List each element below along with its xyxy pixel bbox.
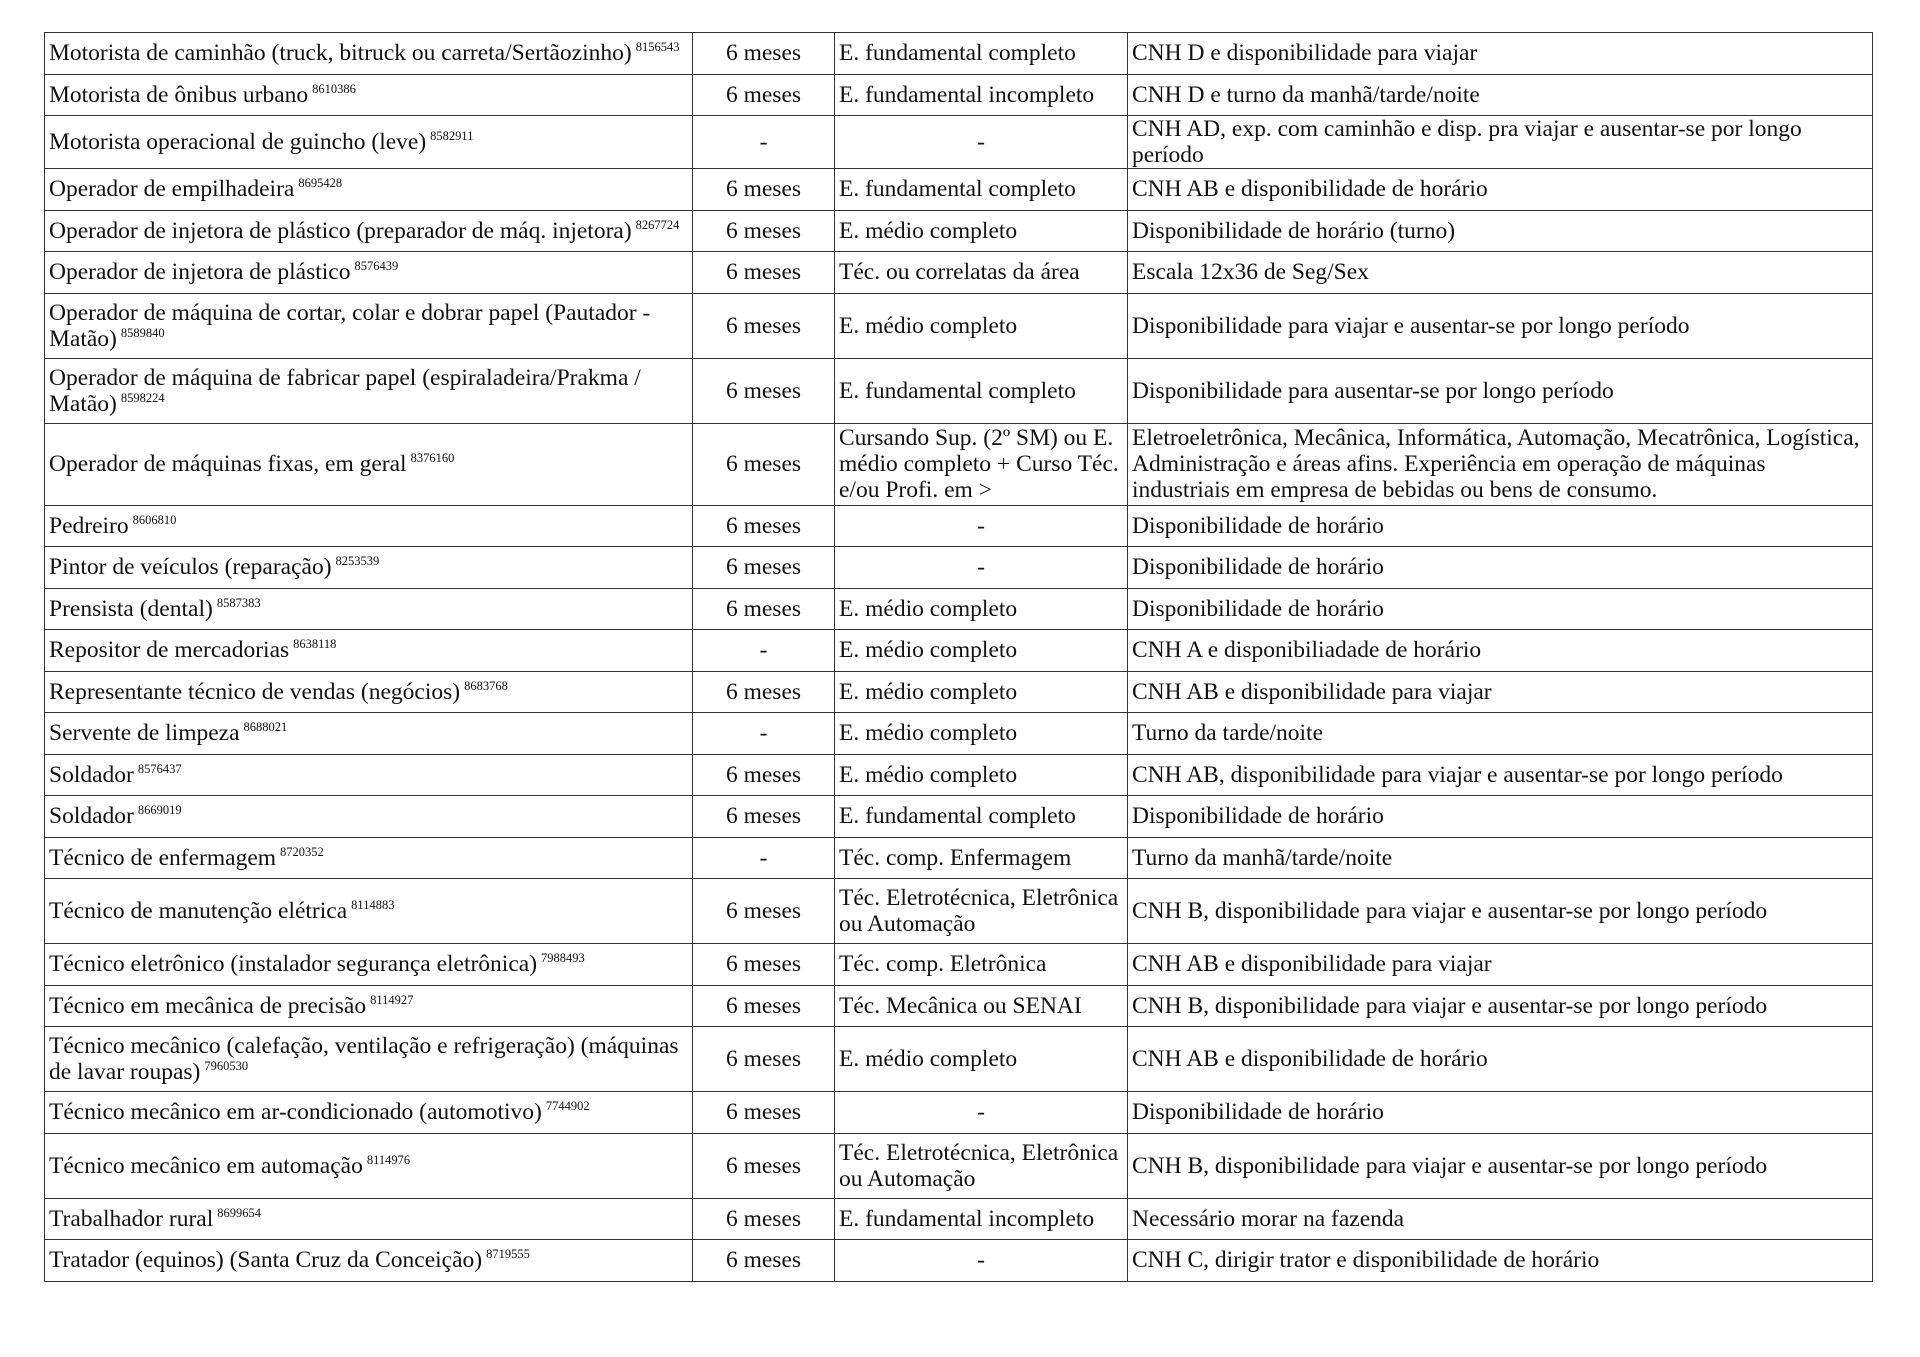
- requirements-cell: Turno da tarde/noite: [1128, 713, 1873, 755]
- requirements-cell: CNH AB, disponibilidade para viajar e ausentar-se por longo período: [1128, 754, 1873, 796]
- requirements-cell: CNH B, disponibilidade para viajar e ausentar-se por longo período: [1128, 985, 1873, 1027]
- job-title-cell: [45, 358, 693, 423]
- job-title: Motorista de caminhão (truck, bitruck ou carreta/Sertãozinho): [49, 40, 632, 67]
- experience-cell: -: [693, 116, 835, 169]
- requirements-cell: CNH AB e disponibilidade de horário: [1128, 169, 1873, 211]
- job-code: 8598224: [120, 390, 165, 405]
- requirements-cell: Escala 12x36 de Seg/Sex: [1128, 252, 1873, 294]
- requirements-cell: Disponibilidade para ausentar-se por longo período: [1128, 358, 1873, 423]
- experience-cell: 6 meses: [693, 1133, 835, 1198]
- education-cell: E. médio completo: [835, 630, 1128, 672]
- job-title: Técnico mecânico em ar-condicionado (automotivo): [49, 1099, 542, 1126]
- job-openings-table: [44, 32, 1873, 1282]
- job-title: Trabalhador rural: [49, 1205, 214, 1232]
- job-title-cell: [45, 169, 693, 211]
- job-code: 8719555: [486, 1247, 530, 1262]
- table-row: [45, 74, 1873, 116]
- job-title: Operador de máquinas fixas, em geral: [49, 451, 407, 477]
- job-code: 8669019: [137, 803, 182, 818]
- job-code: 8576437: [137, 761, 182, 776]
- job-title-cell: [45, 796, 693, 838]
- table-row: [45, 837, 1873, 879]
- requirements-cell: Disponibilidade de horário: [1128, 1092, 1873, 1134]
- table-row: [45, 1027, 1873, 1092]
- table-row: [45, 116, 1873, 169]
- table-row: [45, 547, 1873, 589]
- education-cell: E. médio completo: [835, 671, 1128, 713]
- education-cell: Téc. ou correlatas da área: [835, 252, 1128, 294]
- requirements-cell: CNH A e disponibiliadade de horário: [1128, 630, 1873, 672]
- job-title-cell: [45, 630, 693, 672]
- job-code: 8638118: [293, 637, 337, 652]
- table-row: [45, 630, 1873, 672]
- job-title: Técnico mecânico em automação: [49, 1152, 363, 1179]
- table-row: [45, 754, 1873, 796]
- job-title: Representante técnico de vendas (negócios): [49, 678, 461, 705]
- experience-cell: 6 meses: [693, 358, 835, 423]
- experience-cell: 6 meses: [693, 74, 835, 116]
- job-title: Técnico de enfermagem: [49, 844, 277, 871]
- job-title-cell: [45, 837, 693, 879]
- job-title-cell: [45, 505, 693, 547]
- experience-cell: 6 meses: [693, 210, 835, 252]
- education-cell: E. médio completo: [835, 713, 1128, 755]
- job-code: 8114883: [351, 898, 395, 912]
- experience-cell: 6 meses: [693, 33, 835, 75]
- education-cell: -: [835, 1092, 1128, 1134]
- job-title: Operador de máquina de cortar, colar e dobrar papel (Pautador - Matão): [49, 299, 651, 352]
- experience-cell: 6 meses: [693, 985, 835, 1027]
- job-title-cell: [45, 547, 693, 589]
- experience-cell: 6 meses: [693, 754, 835, 796]
- job-code: 7960530: [204, 1059, 249, 1073]
- requirements-cell: CNH B, disponibilidade para viajar e ausentar-se por longo período: [1128, 879, 1873, 944]
- education-cell: E. fundamental completo: [835, 33, 1128, 75]
- job-title-cell: [45, 423, 693, 505]
- job-code: 8699654: [217, 1205, 261, 1220]
- education-cell: E. fundamental completo: [835, 169, 1128, 211]
- experience-cell: 6 meses: [693, 1198, 835, 1240]
- job-title-cell: [45, 671, 693, 713]
- table-row: [45, 944, 1873, 986]
- experience-cell: 6 meses: [693, 1092, 835, 1134]
- job-code: 8720352: [280, 844, 324, 859]
- requirements-cell: CNH AB e disponibilidade para viajar: [1128, 671, 1873, 713]
- requirements-cell: CNH C, dirigir trator e disponibilidade de horário: [1128, 1240, 1873, 1282]
- requirements-cell: CNH AD, exp. com caminhão e disp. pra viajar e ausentar-se por longo período: [1128, 116, 1873, 169]
- job-title-cell: [45, 116, 693, 169]
- job-title: Operador de injetora de plástico: [49, 259, 351, 286]
- education-cell: Téc. Mecânica ou SENAI: [835, 985, 1128, 1027]
- education-cell: -: [835, 547, 1128, 589]
- job-title-cell: [45, 252, 693, 294]
- education-cell: E. fundamental incompleto: [835, 74, 1128, 116]
- requirements-cell: Disponibilidade de horário: [1128, 588, 1873, 630]
- table-row: [45, 33, 1873, 75]
- education-cell: Téc. comp. Enfermagem: [835, 837, 1128, 879]
- experience-cell: 6 meses: [693, 671, 835, 713]
- job-title: Motorista de ônibus urbano: [49, 81, 309, 108]
- table-row: [45, 293, 1873, 358]
- job-title: Motorista operacional de guincho (leve): [49, 129, 427, 155]
- job-title: Tratador (equinos) (Santa Cruz da Conceição): [49, 1247, 483, 1274]
- job-title-cell: [45, 1027, 693, 1092]
- requirements-cell: CNH D e turno da manhã/tarde/noite: [1128, 74, 1873, 116]
- education-cell: -: [835, 116, 1128, 169]
- job-title-cell: [45, 210, 693, 252]
- requirements-cell: Disponibilidade para viajar e ausentar-se por longo período: [1128, 293, 1873, 358]
- requirements-cell: Disponibilidade de horário: [1128, 505, 1873, 547]
- job-title: Operador de empilhadeira: [49, 176, 295, 203]
- education-cell: Téc. Eletrotécnica, Eletrônica ou Automação: [835, 1133, 1128, 1198]
- job-code: 8576439: [354, 259, 399, 274]
- job-title: Técnico de manutenção elétrica: [49, 898, 348, 924]
- job-code: 8267724: [635, 217, 680, 232]
- table-row: [45, 169, 1873, 211]
- requirements-cell: CNH D e disponibilidade para viajar: [1128, 33, 1873, 75]
- job-title: Operador de máquina de fabricar papel (espiraladeira/Prakma / Matão): [49, 364, 641, 417]
- education-cell: E. fundamental completo: [835, 796, 1128, 838]
- job-title-cell: [45, 985, 693, 1027]
- requirements-cell: Turno da manhã/tarde/noite: [1128, 837, 1873, 879]
- table-row: [45, 671, 1873, 713]
- table-row: [45, 588, 1873, 630]
- job-title: Servente de limpeza: [49, 720, 240, 747]
- job-code: 8376160: [410, 451, 455, 465]
- experience-cell: 6 meses: [693, 1027, 835, 1092]
- job-title: Técnico em mecânica de precisão: [49, 992, 367, 1019]
- experience-cell: -: [693, 713, 835, 755]
- job-title: Técnico mecânico (calefação, ventilação e refrigeração) (máquinas de lavar roupas): [49, 1033, 679, 1085]
- job-title-cell: [45, 1198, 693, 1240]
- table-row: [45, 796, 1873, 838]
- job-code: 8688021: [243, 720, 288, 735]
- document-page: [44, 32, 1872, 1282]
- education-cell: Cursando Sup. (2º SM) ou E. médio completo + Curso Téc. e/ou Profi. em >: [835, 423, 1128, 505]
- job-title-cell: [45, 588, 693, 630]
- table-row: [45, 1133, 1873, 1198]
- job-title: Repositor de mercadorias: [49, 637, 290, 664]
- education-cell: E. fundamental completo: [835, 358, 1128, 423]
- education-cell: Téc. Eletrotécnica, Eletrônica ou Automação: [835, 879, 1128, 944]
- experience-cell: 6 meses: [693, 879, 835, 944]
- experience-cell: 6 meses: [693, 588, 835, 630]
- requirements-cell: Disponibilidade de horário: [1128, 796, 1873, 838]
- job-title: Prensista (dental): [49, 595, 213, 622]
- table-row: [45, 879, 1873, 944]
- requirements-cell: Disponibilidade de horário: [1128, 547, 1873, 589]
- job-title-cell: [45, 944, 693, 986]
- table-row: [45, 505, 1873, 547]
- education-cell: E. fundamental incompleto: [835, 1198, 1128, 1240]
- experience-cell: 6 meses: [693, 796, 835, 838]
- job-code: 7744902: [545, 1099, 590, 1114]
- table-row: [45, 1240, 1873, 1282]
- experience-cell: -: [693, 630, 835, 672]
- experience-cell: 6 meses: [693, 169, 835, 211]
- experience-cell: 6 meses: [693, 423, 835, 505]
- education-cell: E. médio completo: [835, 1027, 1128, 1092]
- job-title-cell: [45, 1240, 693, 1282]
- education-cell: E. médio completo: [835, 210, 1128, 252]
- job-code: 7988493: [541, 951, 585, 966]
- job-title: Operador de injetora de plástico (preparador de máq. injetora): [49, 217, 632, 244]
- education-cell: -: [835, 1240, 1128, 1282]
- job-title-cell: [45, 293, 693, 358]
- job-code: 8582911: [430, 129, 474, 143]
- table-row: [45, 358, 1873, 423]
- job-code: 8114927: [370, 992, 414, 1007]
- job-title-cell: [45, 713, 693, 755]
- requirements-cell: CNH AB e disponibilidade de horário: [1128, 1027, 1873, 1092]
- job-title-cell: [45, 1133, 693, 1198]
- job-code: 8610386: [312, 81, 356, 96]
- experience-cell: -: [693, 837, 835, 879]
- table-row: [45, 713, 1873, 755]
- experience-cell: 6 meses: [693, 1240, 835, 1282]
- job-code: 8695428: [298, 176, 343, 191]
- experience-cell: 6 meses: [693, 944, 835, 986]
- requirements-cell: Eletroeletrônica, Mecânica, Informática, Automação, Mecatrônica, Logística, Administração e áreas afins. Experiência em operação de máquinas industriais em empresa de bebidas ou bens de consumo.: [1128, 423, 1873, 505]
- education-cell: E. médio completo: [835, 293, 1128, 358]
- job-title: Soldador: [49, 761, 134, 788]
- requirements-cell: CNH AB e disponibilidade para viajar: [1128, 944, 1873, 986]
- job-title-cell: [45, 33, 693, 75]
- table-row: [45, 985, 1873, 1027]
- job-title-cell: [45, 754, 693, 796]
- job-code: 8606810: [132, 512, 177, 527]
- job-title: Técnico eletrônico (instalador segurança eletrônica): [49, 951, 538, 978]
- job-title: Pintor de veículos (reparação): [49, 554, 332, 581]
- table-row: [45, 1198, 1873, 1240]
- job-title-cell: [45, 879, 693, 944]
- job-code: 8587383: [216, 595, 261, 610]
- job-title-cell: [45, 74, 693, 116]
- education-cell: -: [835, 505, 1128, 547]
- requirements-cell: Disponibilidade de horário (turno): [1128, 210, 1873, 252]
- requirements-cell: Necessário morar na fazenda: [1128, 1198, 1873, 1240]
- job-title: Soldador: [49, 803, 134, 830]
- experience-cell: 6 meses: [693, 252, 835, 294]
- job-code: 8253539: [335, 554, 380, 569]
- table-row: [45, 252, 1873, 294]
- job-title: Pedreiro: [49, 512, 129, 539]
- education-cell: E. médio completo: [835, 588, 1128, 630]
- education-cell: Téc. comp. Eletrônica: [835, 944, 1128, 986]
- table-row: [45, 423, 1873, 505]
- table-row: [45, 210, 1873, 252]
- job-code: 8589840: [120, 325, 165, 340]
- job-title-cell: [45, 1092, 693, 1134]
- job-code: 8114976: [366, 1152, 411, 1167]
- experience-cell: 6 meses: [693, 293, 835, 358]
- table-row: [45, 1092, 1873, 1134]
- requirements-cell: CNH B, disponibilidade para viajar e ausentar-se por longo período: [1128, 1133, 1873, 1198]
- experience-cell: 6 meses: [693, 547, 835, 589]
- job-code: 8156543: [635, 40, 680, 55]
- education-cell: E. médio completo: [835, 754, 1128, 796]
- experience-cell: 6 meses: [693, 505, 835, 547]
- job-code: 8683768: [464, 678, 508, 693]
